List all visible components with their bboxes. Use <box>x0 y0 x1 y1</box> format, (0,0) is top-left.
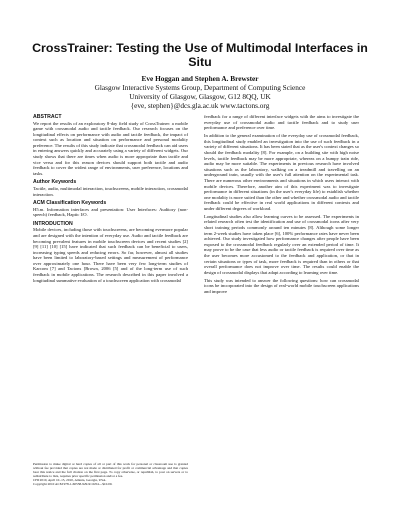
conference-line: CHI 2010, April 10–15, 2010, Atlanta, Georgia, USA. <box>33 478 107 483</box>
abstract-text: We report the results of an exploratory 8-day field study of CrossTrainer: a mobile game with crossmodal audio and tactile feedback. Our research focuses on the longitudinal effects on performance with audio and tactile feedback, the impact of context such as location and situation on performance and personal modality preference. The results of this study indicate that crossmodal feedback can aid users in entering answers quickly and accurately using a variety of different widgets. Our study shows that there are times when audio is more appropriate than tactile and vice versa and for this reason devices should support both tactile and audio feedback to cover the widest range of environments, user preference, locations and tasks. <box>33 120 188 176</box>
affiliation: Glasgow Interactive Systems Group, Department of Computing Science <box>94 83 306 92</box>
author-names: Eve Hoggan and Stephen A. Brewster <box>141 74 259 83</box>
body-paragraph-4: This study was intended to answer the following questions: how can crossmodal icons be incorporated into the design of real-world mobile touchscreen applications and improve <box>204 277 359 294</box>
paper-title <box>0 41 400 69</box>
introduction-heading: INTRODUCTION <box>33 220 73 227</box>
acm-text: H5.m. Information interfaces and presentation: User Interfaces: Auditory (non-speech) feedback, Haptic I/O. <box>33 206 188 218</box>
title-line-1: CrossTrainer: Testing the Use of Multimodal Interfaces in <box>32 41 368 55</box>
author-block <box>0 74 400 110</box>
body-paragraph-1: feedback for a range of different interface widgets with the aims to investigate the everyday use of crossmodal audio and tactile feedback and to study user performance and preference over time. <box>204 114 359 131</box>
body-paragraph-2: In addition to the general examination of the everyday use of crossmodal feedback, this longitudinal study enabled an investigation into the use of such feedback in a variety of different situations. It has been stated that as the user's context changes so should the feedback modality [8]. For example, on a building site with high noise levels, tactile feedback may be more appropriate, whereas on a bumpy train ride, audio may be more suitable. The experiments in previous research have involved situations such as the laboratory, walking on a treadmill and travelling on an underground train, usually with the user's full attention on the experimental task. There are numerous other environments and situations in which users interact with mobile devices. Therefore, another aim of this experiment was to investigate performance in different situations (in the user's everyday life) to establish whether one modality is more suited than the other and whether crossmodal audio and tactile feedback could be effective in real world applications in different contexts and under different degrees of workload. <box>204 133 359 211</box>
introduction-paragraph: Mobile devices, including those with touchscreens, are becoming evermore popular and are designed with the intention of everyday use. Audio and tactile feedback are becoming prevalent features in mobile touchscreen devices and recent studies [2] [9] [11] [10] [15] have indicated that such feedback can be beneficial to users, increasing typing speeds and reducing errors. So far, however, almost all studies have been limited to laboratory-based settings and measurement of performance over approximately one hour. There have been very few long-term studies of Karcom [7] and Tactons [Brown, 2006 [5] and of the long-term use of such feedback in mobile applications. The research described in this paper involved a longitudinal summative evaluation of a touchscreen application with crossmodal <box>33 227 188 283</box>
contact: {eve, stephen}@dcs.gla.ac.uk www.tactons.org <box>130 101 270 110</box>
acm-copyright-line: Copyright 2010 ACM 978-1-60558-929-9/10/04....$10.00. <box>33 482 113 487</box>
permission-text: Permission to make digital or hard copies of all or part of this work for personal or classroom use is granted without fee provided that copies are not made or distributed for profit or commercial advantage and that copies bear this notice and the full citation on the first page. To copy otherwise, or republish, to post on servers or to redistribute to lists, requires prior specific permission and/or a fee. <box>33 462 188 479</box>
abstract-heading: ABSTRACT <box>33 114 62 120</box>
left-column <box>33 114 188 286</box>
acm-heading: ACM Classification Keywords <box>33 200 107 207</box>
university: University of Glasgow, Glasgow, G12 8QQ, UK <box>129 92 271 101</box>
body-paragraph-3: Longitudinal studies also allow learning curves to be assessed. The experiments in related research often test the identification and use of crossmodal icons after very short training periods commonly around ten minutes [8]. Although some longer term 2-week studies have taken place [6], 100% performance rates have never been achieved. Our study investigated how performance changes after people have been exposed to the crossmodal feedback regularly over an extended period of time. It may prove to be the case that less audio or tactile feedback is required over time as the user becomes more accustomed to the feedback and application, or that in certain situations or types of task, more feedback is required than in others or that overall performance does not improve over time. The results could enable the design of crossmodal displays that adapt according to learning over time. <box>204 213 359 275</box>
keywords-text: Tactile, audio, multimodal interaction, touchscreens, mobile interaction, crossmodal interaction. <box>33 185 188 197</box>
title-line-2: Situ <box>188 55 212 69</box>
keywords-heading: Author Keywords <box>33 179 77 186</box>
copyright-notice <box>33 462 188 487</box>
right-column <box>204 114 359 297</box>
